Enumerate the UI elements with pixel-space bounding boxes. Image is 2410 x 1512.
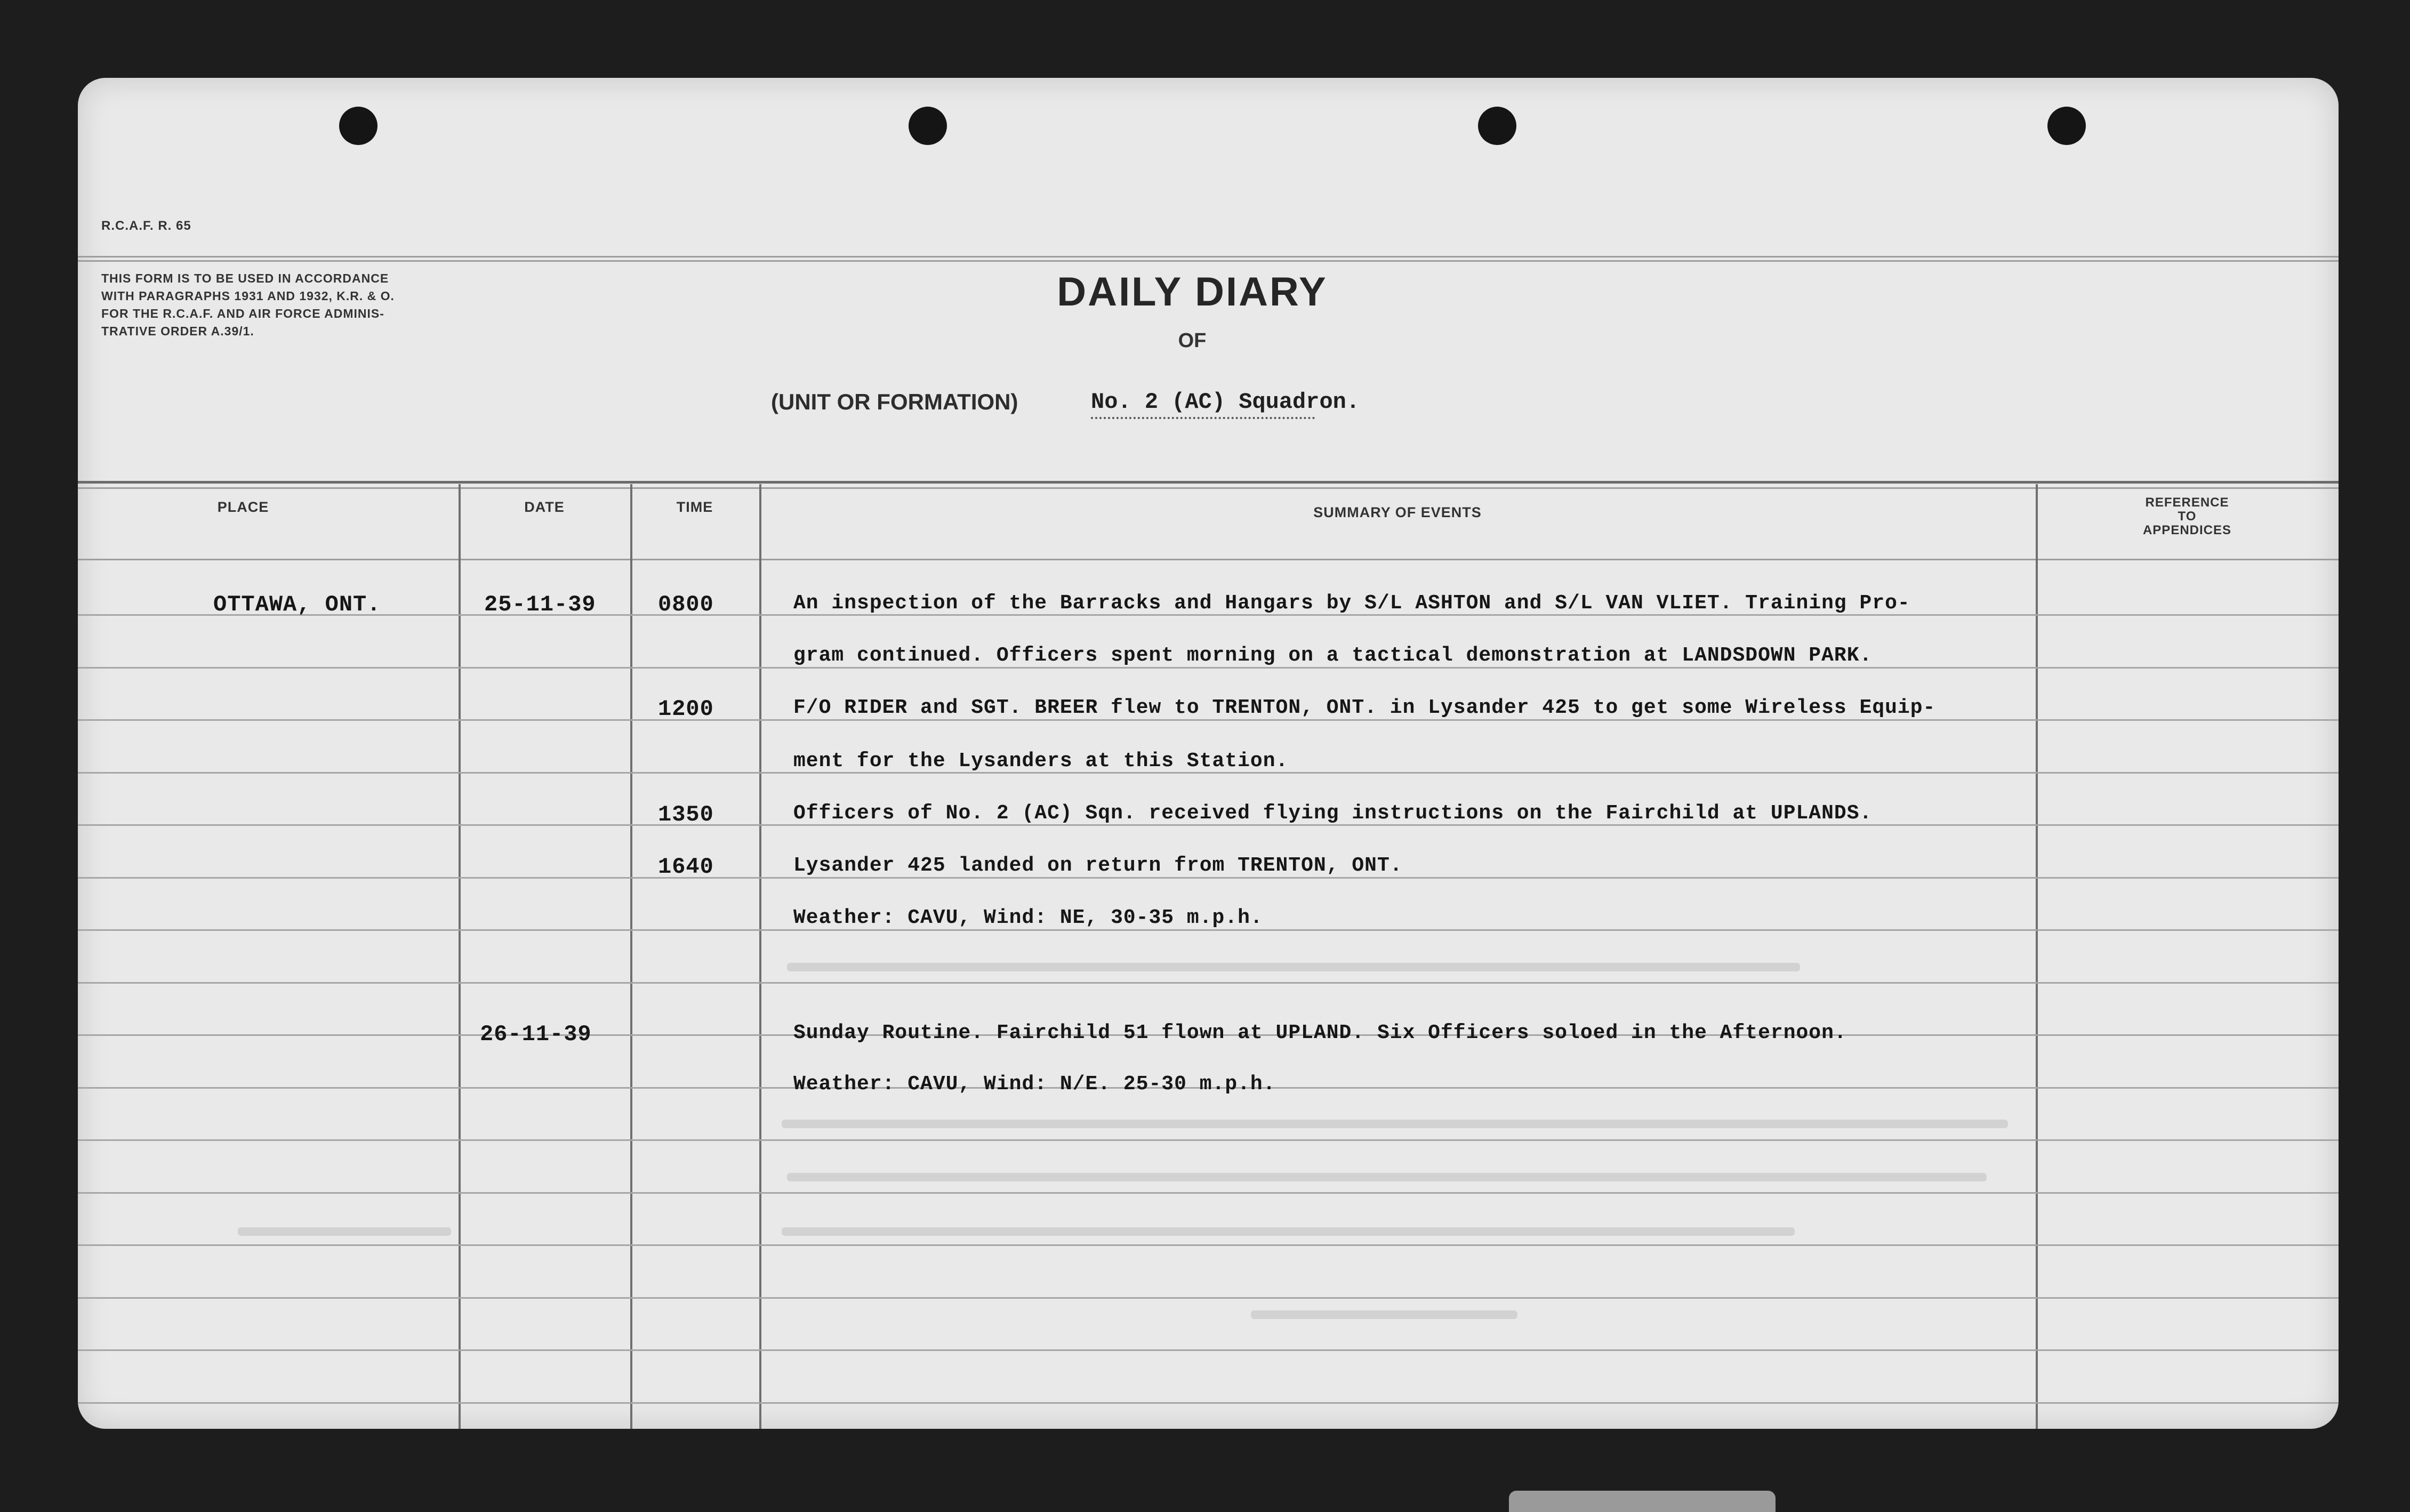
table-top-rule <box>78 481 2339 484</box>
form-code: R.C.A.F. R. 65 <box>101 219 191 233</box>
ruled-line <box>78 1192 2339 1194</box>
ruled-line <box>78 1402 2339 1404</box>
column-divider <box>759 484 761 1429</box>
entry-time: 0800 <box>658 592 714 617</box>
entry-summary: F/O RIDER and SGT. BREER flew to TRENTON, ONT. in Lysander 425 to get some Wireless Equip- <box>793 696 1936 719</box>
bleed-through-mark <box>1251 1310 1517 1319</box>
punch-hole <box>339 107 377 145</box>
column-divider <box>459 484 461 1429</box>
entry-summary: Lysander 425 landed on return from TRENTON, ONT. <box>793 854 1403 877</box>
next-card-edge <box>1509 1491 1776 1512</box>
notice-line: WITH PARAGRAPHS 1931 AND 1932, K.R. & O. <box>101 289 395 303</box>
ruled-line <box>78 982 2339 984</box>
column-header-date: DATE <box>524 499 565 515</box>
column-header-reference <box>2036 496 2339 537</box>
punch-hole <box>909 107 947 145</box>
notice-line: FOR THE R.C.A.F. AND AIR FORCE ADMINIS- <box>101 307 384 320</box>
header-rule <box>78 256 2339 258</box>
bleed-through-mark <box>238 1227 451 1236</box>
bleed-through-mark <box>782 1120 2008 1128</box>
unit-value: No. 2 (AC) Squadron. <box>1091 389 1360 415</box>
ruled-line <box>78 929 2339 931</box>
reference-line: TO <box>2178 509 2197 524</box>
reference-line: REFERENCE <box>2145 495 2229 510</box>
ruled-line <box>78 1139 2339 1141</box>
entry-summary: Officers of No. 2 (AC) Sqn. received flying instructions on the Fairchild at UPLANDS. <box>793 802 1873 825</box>
unit-dotted-line <box>1091 417 1315 419</box>
unit-label: (UNIT OR FORMATION) <box>771 389 1018 414</box>
ruled-line <box>78 667 2339 669</box>
page-title: DAILY DIARY <box>1057 269 1328 315</box>
notice-line: THIS FORM IS TO BE USED IN ACCORDANCE <box>101 271 389 285</box>
column-header-time: TIME <box>676 499 713 515</box>
ruled-line <box>78 719 2339 721</box>
diary-form <box>78 78 2339 1429</box>
entry-summary: An inspection of the Barracks and Hangars by S/L ASHTON and S/L VAN VLIET. Training Pro- <box>793 592 1910 615</box>
entry-summary: Weather: CAVU, Wind: N/E. 25-30 m.p.h. <box>793 1073 1276 1096</box>
column-divider <box>2036 484 2038 1429</box>
ruled-line <box>78 1297 2339 1299</box>
notice-line: TRATIVE ORDER A.39/1. <box>101 324 254 338</box>
header-rule <box>78 260 2339 262</box>
column-divider <box>630 484 632 1429</box>
reference-line: APPENDICES <box>2142 523 2232 537</box>
ruled-line <box>78 877 2339 879</box>
punch-hole <box>1478 107 1516 145</box>
usage-notice <box>101 270 528 340</box>
bleed-through-mark <box>782 1227 1795 1236</box>
column-header-rule <box>78 559 2339 560</box>
title-of: OF <box>1178 329 1207 352</box>
entry-date: 26-11-39 <box>480 1022 592 1047</box>
entry-place: OTTAWA, ONT. <box>213 592 381 617</box>
entry-summary: Weather: CAVU, Wind: NE, 30-35 m.p.h. <box>793 906 1263 929</box>
entry-time: 1640 <box>658 854 714 880</box>
entry-summary: gram continued. Officers spent morning on a tactical demonstration at LANDSDOWN PARK. <box>793 644 1873 667</box>
ruled-line <box>78 1349 2339 1351</box>
entry-time: 1350 <box>658 802 714 827</box>
column-header-place: PLACE <box>217 499 269 515</box>
punch-hole <box>2047 107 2086 145</box>
ruled-line <box>78 1244 2339 1246</box>
entry-summary: ment for the Lysanders at this Station. <box>793 750 1289 773</box>
table-top-rule <box>78 487 2339 489</box>
bleed-through-mark <box>787 963 1800 971</box>
entry-time: 1200 <box>658 696 714 722</box>
entry-date: 25-11-39 <box>484 592 596 617</box>
bleed-through-mark <box>787 1173 1987 1181</box>
entry-summary: Sunday Routine. Fairchild 51 flown at UPLAND. Six Officers soloed in the Afternoon. <box>793 1022 1847 1044</box>
column-header-summary: SUMMARY OF EVENTS <box>1313 504 1482 520</box>
